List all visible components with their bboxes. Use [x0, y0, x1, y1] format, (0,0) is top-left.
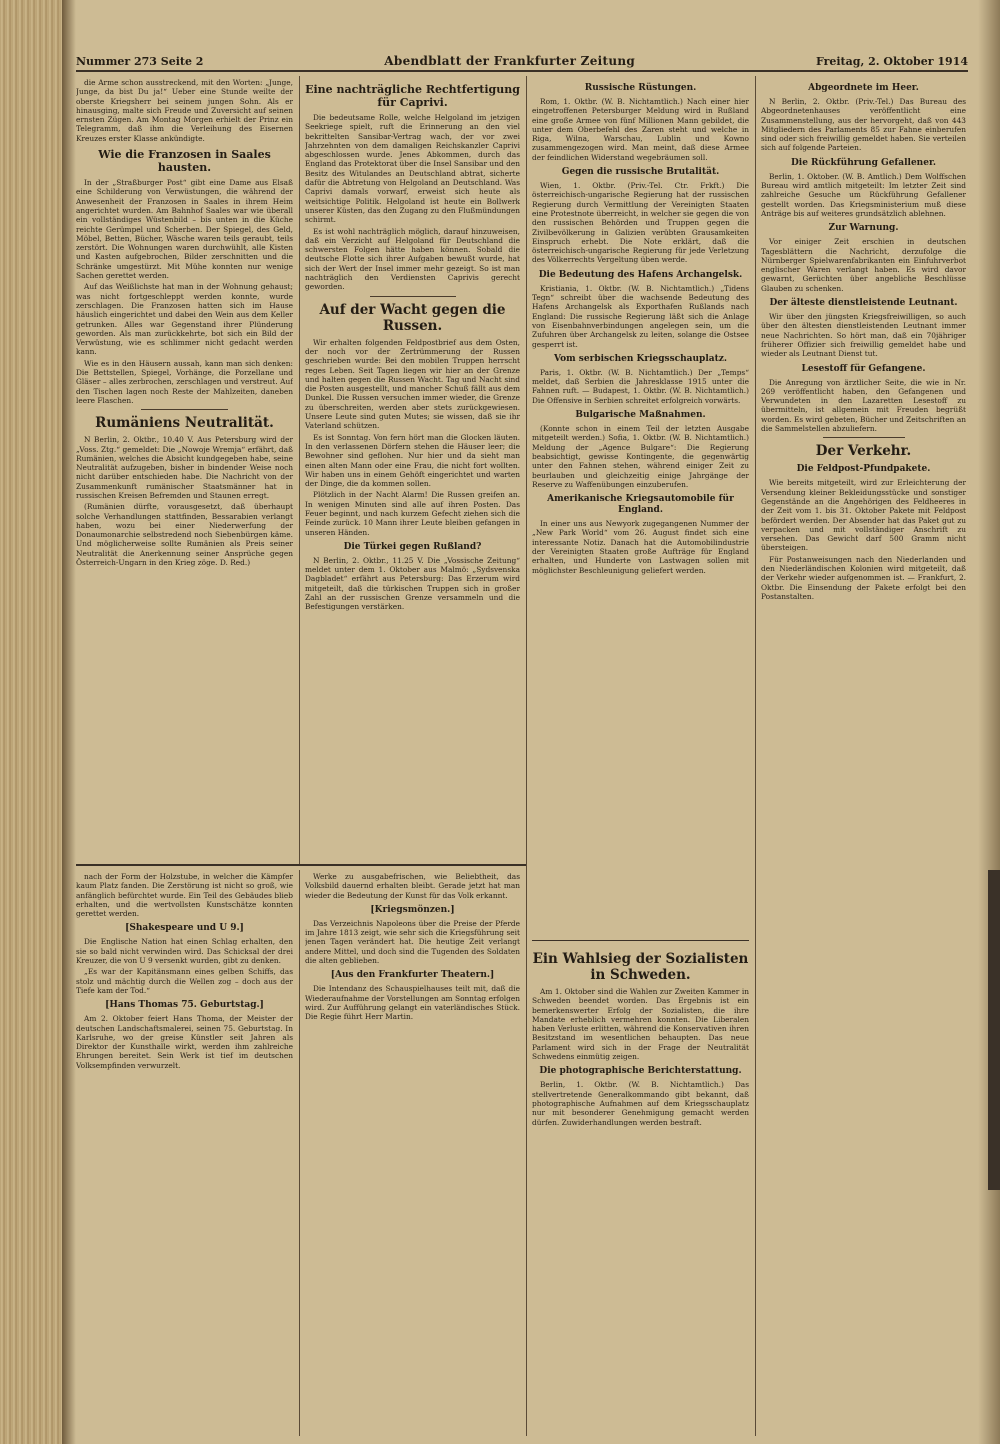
article-text: In einer uns aus Newyork zugegangenen Nummer der „New Park World“ vom 26. August findet sich eine interessante Notiz. Danach hat die Automobilindustrie der Vereinigten Staaten große Aufträge für England erhalten, und Hunderte von Lastwagen sollen mit möglichster Beschleunigung geliefert werden.	[532, 519, 749, 575]
article-text: (Rumänien dürfte, vorausgesetzt, daß überhaupt solche Verhandlungen stattfinden, Bessarabien verlangt haben, wozu bei einer Niederwerfung der Donaumonarchie selbstredend noch Siebenbürgen käme. Und möglicherweise sollte Rumänien als Preis seiner Neutralität die Anerkennung seiner Ansprüche gegen Österreich-Ungarn in den Krieg zöge. D. Red.)	[76, 502, 293, 568]
article-text: nach der Form der Holzstube, in welcher die Kämpfer kaum Platz fanden. Die Zerstörung ist nicht so groß, wie anfänglich befürchtet wurde. Ein Teil des Gebäudes blieb erhalten, und die wertvollsten Kunstschätze konnten gerettet werden.	[76, 872, 293, 919]
article-continuation: die Arme schon ausstreckend, mit den Worten: „Junge, Junge, da bist Du ja!“ Ueber eine Stunde weilte der oberste Kriegsherr bei seinem jungen Sohn. Als er hinausging, malte sich Freude und Zuversicht auf seinen ernsten Zügen. Am Montag Morgen erhielt der Prinz ein Telegramm, daß ihm die Verleihung des Eisernen Kreuzes erster Klasse ankündigte.	[76, 78, 293, 143]
newspaper-sheet	[76, 52, 968, 1437]
article-text: N Berlin, 2. Oktbr. (Priv.-Tel.) Das Bureau des Abgeordnetenhauses veröffentlicht eine Zusammenstellung, aus der hervorgeht, daß von 443 Mitgliedern des Parlaments 85 zur Fahne einberufen sind oder sich freiwillig gemeldet haben. Sie verteilen sich auf folgende Parteien.	[761, 97, 966, 153]
headline-sweden-election: Ein Wahlsieg der Sozialisten in Schweden.	[532, 951, 749, 983]
article-text: N Berlin, 2. Oktbr., 10.40 V. Aus Petersburg wird der „Voss. Ztg.“ gemeldet: Die „Nowoje Wremja“ erfährt, daß Rumänien, welches die Absicht kundgegeben habe, seine Neutralität aufzugeben, bisher in bindender Weise noch nicht darüber entschieden habe. Die Nachricht von der Zusammenkunft rumänischer Staatsmänner hat in russischen Kreisen Befremden und Staunen erregt.	[76, 435, 293, 500]
article-text: Wie es in den Häusern aussah, kann man sich denken: Die Bettstellen, Spiegel, Vorhänge, die Porzellane und Gläser – alles zerbrochen, zerschlagen und verstreut. Auf den Tischen lagen noch Reste der Mahlzeiten, daneben leere Flaschen.	[76, 358, 293, 405]
article-text: Wir erhalten folgenden Feldpostbrief aus dem Osten, der noch vor der Zertrümmerung der Russen geschrieben wurde: Bei den mobilen Truppen herrscht reges Leben. Seit Tagen liegen wir hier an der Grenze und halten gegen die Russen Wacht. Tag und Nacht sind die Posten ausgestellt, und mancher Schuß fällt aus dem Dunkel. Die Russen versuchen immer wieder, die Grenze zu überschreiten, werden aber stets zurückgewiesen. Unsere Leute sind guten Mutes; sie wissen, daß sie ihr Vaterland schützen.	[305, 337, 520, 431]
headline-russians-watch: Auf der Wacht gegen die Russen.	[319, 301, 506, 334]
masthead-line	[76, 52, 968, 72]
article-text: In der „Straßburger Post“ gibt eine Dame aus Elsaß eine Schilderung von Verwüstungen, die während der Anwesenheit der Franzosen in Saales in ihrem Heim angerichtet wurden. Am Bahnhof Saales war wie überall ein vollständiges Wüstenbild – bis unten in die Küche reichte Gerümpel und Scherben. Der Spiegel, des Geld, Möbel, Betten, Bücher, Wäsche waren teils geraubt, teils zerstört. Die Wohnungen waren durchwühlt, alle Kisten und Kasten aufgebrochen, Bilder zerschnitten und die Schränke umgestürzt. Mit Mühe konnten nur wenige Sachen gerettet werden.	[76, 178, 293, 281]
dark-edge-strip	[988, 870, 1000, 1190]
headline-serbian-front: Vom serbischen Kriegsschauplatz.	[553, 353, 728, 364]
page-number: Nummer 273 Seite 2	[76, 54, 204, 68]
headline-bulgaria: Bulgarische Maßnahmen.	[575, 410, 706, 421]
section-divider	[76, 864, 526, 866]
page-edge	[978, 0, 1000, 1444]
article-text: Die bedeutsame Rolle, welche Helgoland im jetzigen Seekriege spielt, ruft die Erinnerung an den viel bekrittelten Sansibar-Vertrag wach, der vor zwei Jahrzehnten von dem damaligen Reichskanzler Caprivi abgeschlossen wurde. Jenes Abkommen, durch das England das Protektorat über die Insel Sansibar und den Besitz des Witulandes an Deutschland abtrat, sicherte dafür die Abtretung von Helgoland an Deutschland. Was Caprivi damals vorwarf, erweist sich heute als weitsichtige Politik. Helgoland ist heute ein Bollwerk unserer Küsten, das den Zugang zu den Flußmündungen schirmt.	[305, 113, 520, 225]
article-text: Die Englische Nation hat einen Schlag erhalten, den sie so bald nicht verwinden wird. Das Schicksal der drei Kreuzer, die von U 9 versenkt wurden, gibt zu denken.	[76, 937, 293, 966]
article-text: Berlin, 1. Oktbr. (W. B. Nichtamtlich.) Das stellvertretende Generalkommando gibt bekannt, daß photographische Aufnahmen auf dem Kriegsschauplatz nur mit besonderer Genehmigung gemacht werden dürfen. Zuwiderhandlungen werden bestraft.	[532, 1080, 749, 1127]
book-binding	[0, 0, 62, 1444]
article-text: Für Postanweisungen nach den Niederlanden und den Niederländischen Kolonien wird mitgeteilt, daß der Verkehr wieder aufgenommen ist. — Frankfurt, 2. Oktbr. Die Einsendung der Pakete erfolgt bei den Postanstalten.	[761, 554, 966, 601]
issue-date: Freitag, 2. Oktober 1914	[815, 54, 968, 68]
feuilleton-left	[76, 872, 293, 1434]
headline-warning: Zur Warnung.	[828, 223, 899, 234]
article-text: Wie bereits mitgeteilt, wird zur Erleichterung der Versendung kleiner Bekleidungsstücke und sonstiger Gegenstände an die Angehörigen des Feldheeres in der Zeit vom 1. bis 31. Oktober Pakete mit Feldpost befördert werden. Der Absender hat das Paket gut zu verpacken und mit vollständiger Anschrift zu versehen. Das Gewicht darf 500 Gramm nicht übersteigen.	[761, 478, 966, 553]
article-text: Paris, 1. Oktbr. (W. B. Nichtamtlich.) Der „Temps“ meldet, daß Serbien die Jahresklasse 1915 unter die Fahnen ruft. — Budapest, 1. Oktbr. (W. B. Nichtamtlich.) Die Offensive in Serbien schreitet erfolgreich vorwärts.	[532, 367, 749, 405]
article-text: Wien, 1. Oktbr. (Priv.-Tel. Ctr. Frkft.) Die österreichisch-ungarische Regierung hat der russischen Regierung durch Vermittlung der Vereinigten Staaten eine Protestnote überreicht, in welcher sie gegen die von den russischen Behörden und Truppen gegen die Zivilbevölkerung in Galizien verübten Grausamkeiten Einspruch erhebt. Die Note erklärt, daß die österreichisch-ungarische Regierung für jede Verletzung des Völkerrechts Vergeltung üben werde.	[532, 181, 749, 265]
section-traffic: Der Verkehr.	[815, 443, 912, 460]
section-divider	[532, 940, 749, 941]
article-text: Die Intendanz des Schauspielhauses teilt mit, daß die Wiederaufnahme der Vorstellungen am Sonntag erfolgen wird. Zur Aufführung gelangt ein vaterländisches Stück. Die Regie führt Herr Martin.	[305, 984, 520, 1022]
headline-hans-thoma: [Hans Thomas 75. Geburtstag.]	[105, 1000, 264, 1011]
column-rule	[299, 76, 300, 866]
article-separator	[370, 296, 456, 297]
newspaper-title: Abendblatt der Frankfurter Zeitung	[384, 54, 636, 68]
column-2	[305, 78, 520, 860]
headline-oldest-lieutenant: Der älteste dienstleistende Leutnant.	[769, 298, 958, 309]
article-text: Es ist wohl nachträglich möglich, darauf hinzuweisen, daß ein Verzicht auf Helgoland für Deutschland die schwersten Folgen hätte haben können. Sobald die deutsche Flotte sich ihrer Aufgaben bewußt wurde, hat sich der Wert der Insel immer mehr gezeigt. So ist man nachträglich den Verdiensten Caprivis gerecht geworden.	[305, 226, 520, 292]
headline-caprivi: Eine nachträgliche Rechtfertigung für Caprivi.	[305, 83, 520, 109]
headline-turkey: Die Türkei gegen Rußland?	[343, 541, 482, 552]
column-3	[532, 78, 749, 940]
headline-russian-armament: Russische Rüstungen.	[584, 83, 697, 93]
article-text: Am 1. Oktober sind die Wahlen zur Zweiten Kammer in Schweden beendet worden. Das Ergebnis ist ein bemerkenswerter Erfolg der Sozialisten, die ihre Mandate erheblich vermehren konnten. Die Liberalen haben Verluste erlitten, während die Konservativen ihren Besitzstand im wesentlichen behaupten. Das neue Parlament wird sich in der Frage der Neutralität Schwedens einmütig zeigen.	[532, 987, 749, 1062]
poem-quote: „Es war der Kapitänsmann eines gelben Schiffs, das stolz und mächtig durch die Wellen zog – doch aus der Tiefe kam der Tod.“	[76, 967, 293, 995]
article-text: N Berlin, 2. Oktbr., 11.25 V. Die „Vossische Zeitung“ meldet unter dem 1. Oktober aus Malmö: „Sydsvenska Dagbladet“ erfährt aus Petersburg: Das Erzerum wird mitgeteilt, daß die türkischen Truppen sich in großer Zahl an der russischen Grenze versammeln und die Befestigungen verstärken.	[305, 555, 520, 612]
article-text: Rom, 1. Oktbr. (W. B. Nichtamtlich.) Nach einer hier eingetroffenen Petersburger Meldung wird in Rußland eine große Armee von fünf Millionen Mann gebildet, die unter dem Oberbefehl des Zaren steht und welche in Riga, Wilna, Warschau, Lublin und Kowno zusammengezogen wird. Man meint, daß diese Armee der feindlichen Widerstand wegebräumen soll.	[532, 97, 749, 162]
article-text: (Konnte schon in einem Teil der letzten Ausgabe mitgeteilt werden.) Sofia, 1. Oktbr. (W. B. Nichtamtlich.) Meldung der „Agence Bulgare“: Die Regierung beabsichtigt, gewisse Kontingente, die gegenwärtig unter den Fahnen stehen, während einiger Zeit zu beurlauben und gleichzeitig einige Jahrgänge der Reserve zu Waffenübungen einzuberufen.	[532, 424, 749, 489]
column-3-lower	[532, 946, 749, 1434]
article-text: Es ist Sonntag. Von fern hört man die Glocken läuten. In den verlassenen Dörfern stehen die Häuser leer; die Bewohner sind geflohen. Nur hier und da sieht man einen alten Mann oder eine Frau, die nicht fort wollten. Wir haben uns in einem Gehöft eingerichtet und warten der Dinge, die da kommen sollen.	[305, 432, 520, 489]
article-text: Das Verzeichnis Napoleons über die Preise der Pferde im Jahre 1813 zeigt, wie sehr sich die Kriegsführung seit jenen Tagen verändert hat. Die heutige Zeit verlangt andere Mittel, und doch sind die Tugenden des Soldaten die alten geblieben.	[305, 918, 520, 966]
column-1	[76, 78, 293, 860]
column-4	[761, 78, 966, 1434]
headline-deputies-army: Abgeordnete im Heer.	[808, 83, 919, 93]
column-rule	[299, 870, 300, 1436]
article-text: Kristiania, 1. Oktbr. (W. B. Nichtamtlich.) „Tidens Tegn“ schreibt über die wachsende Bedeutung des Hafens Archangelsk als Exporthafen Rußlands nach England: Die russische Regierung läßt sich die Anlage von Eisenbahnverbindungen angelegen sein, um die Zufuhren über Archangelsk zu leiten, solange die Ostsee gesperrt ist.	[532, 283, 749, 349]
headline-photography: Die photographische Berichterstattung.	[539, 1066, 742, 1077]
section-separator	[823, 437, 905, 438]
article-text: Am 2. Oktober feiert Hans Thoma, der Meister der deutschen Landschaftsmalerei, seinen 75. Geburtstag. In Karlsruhe, wo der greise Künstler seit Jahren als Direktor der Kunsthalle wirkt, werden ihm zahlreiche Ehrungen bereitet. Sein Werk ist tief im deutschen Volksempfinden verwurzelt.	[76, 1014, 293, 1070]
headline-return-fallen: Die Rückführung Gefallener.	[790, 157, 937, 168]
article-text: Wir über den jüngsten Kriegsfreiwilligen, so auch über den ältesten dienstleistenden Leutnant immer neue Nachrichten. So hört man, daß ein 70jähriger früherer Offizier sich freiwillig gemeldet habe und wieder als Leutnant Dienst tut.	[761, 312, 966, 359]
headline-war-coins: [Kriegsmönzen.]	[370, 904, 455, 915]
feuilleton-middle	[305, 872, 520, 1434]
column-rule	[526, 76, 527, 1436]
article-text: Auf das Weißlichste hat man in der Wohnung gehaust; was nicht fortgeschleppt werden konnte, wurde zerschlagen. Die Franzosen hatten sich im Hause häuslich eingerichtet und dabei den Wein aus dem Keller getrunken. Alles war Gegenstand ihrer Plünderung geworden. Als man zurückkehrte, bot sich ein Bild der Verwüstung, wie es schlimmer nicht gedacht werden kann.	[76, 282, 293, 357]
headline-frankfurt-theaters: [Aus den Frankfurter Theatern.]	[330, 970, 495, 981]
article-text: Die Anregung von ärztlicher Seite, die wie in Nr. 269 veröffentlicht haben, den Gefangenen und Verwundeten in den Lazaretten Lesestoff zu übermitteln, ist allgemein mit Freuden begrüßt worden. Es wird gebeten, Bücher und Zeitschriften an die Sammelstellen abzuliefern.	[761, 377, 966, 434]
headline-saales: Wie die Franzosen in Saales hausten.	[98, 148, 271, 175]
binding-shadow	[62, 0, 76, 1444]
headline-reading-prisoners: Lesestoff für Gefangene.	[801, 363, 926, 374]
headline-american-automobiles: Amerikanische Kriegsautomobile für England.	[547, 494, 734, 516]
article-text: Berlin, 1. Oktober. (W. B. Amtlich.) Dem Wolffschen Bureau wird amtlich mitgeteilt: Im letzter Zeit sind zahlreiche Gesuche um Rückführung Gefallener gestellt worden. Das Kriegsministerium muß diese Anträge bis auf weiteres grundsätzlich ablehnen.	[761, 171, 966, 218]
headline-romania: Rumäniens Neutralität.	[95, 415, 274, 432]
headline-russian-brutality: Gegen die russische Brutalität.	[561, 167, 720, 178]
article-text: Vor einiger Zeit erschien in deutschen Tagesblättern die Nachricht, derzufolge die Nürnberger Spielwarenfabrikanten ein Einfuhrverbot englischer Waren verlangt haben. Es wird davor gewarnt, Gerüchten über angebliche Beschlüsse Glauben zu schenken.	[761, 237, 966, 293]
headline-shakespeare: [Shakespeare und U 9.]	[125, 923, 244, 934]
article-separator	[141, 409, 228, 410]
headline-field-parcels: Die Feldpost-Pfundpakete.	[796, 464, 931, 475]
article-text: Werke zu ausgabefrischen, wie Beliebtheit, das Volksbild dauernd erhalten bleibt. Gerade jetzt hat man wieder die Bedeutung der Kunst für das Volk erkannt.	[305, 872, 520, 900]
headline-archangelsk: Die Bedeutung des Hafens Archangelsk.	[538, 269, 743, 280]
article-text: Plötzlich in der Nacht Alarm! Die Russen greifen an. In wenigen Minuten sind alle auf ihren Posten. Das Feuer beginnt, und nach kurzem Gefecht ziehen sich die Feinde zurück. 10 Mann ihrer Leute bleiben gefangen in unseren Händen.	[305, 490, 520, 537]
column-rule	[755, 76, 756, 1436]
